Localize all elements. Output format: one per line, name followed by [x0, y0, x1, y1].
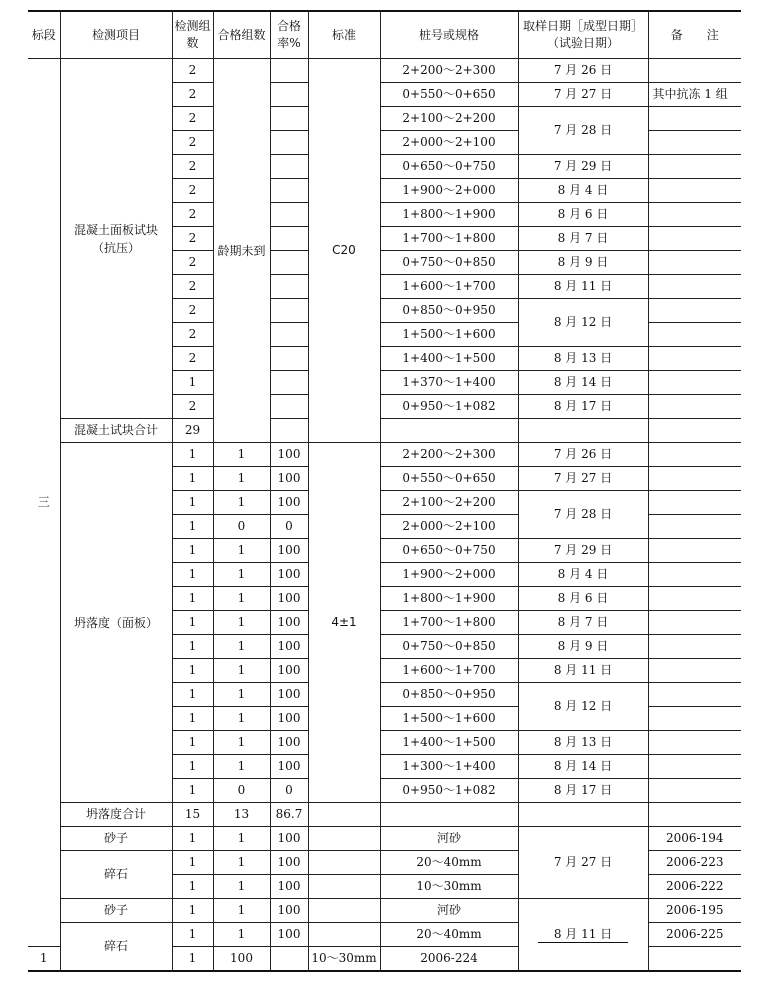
date-cell: 8 月 4 日	[518, 179, 648, 203]
rate-cell	[270, 83, 308, 107]
date-cell: 7 月 26 日	[518, 443, 648, 467]
material-gravel: 碎石	[60, 923, 172, 972]
remark-cell	[648, 395, 741, 419]
stake-cell: 0+550～0+650	[380, 83, 518, 107]
groups-cell: 1	[172, 923, 213, 947]
rate-cell	[270, 107, 308, 131]
remark-cell	[648, 275, 741, 299]
date-cell: 8 月 12 日	[518, 299, 648, 347]
table-row	[28, 443, 741, 467]
remark-cell: 2006-223	[648, 851, 741, 875]
date-cell: 8 月 7 日	[518, 227, 648, 251]
remark-cell	[648, 59, 741, 83]
rate-cell: 100	[270, 683, 308, 707]
remark-cell	[648, 155, 741, 179]
date-cell: 8 月 7 日	[518, 611, 648, 635]
rate-cell: 100	[270, 659, 308, 683]
remark-cell: 2006-195	[648, 899, 741, 923]
standard-cell	[308, 827, 380, 851]
date-cell: 7 月 29 日	[518, 155, 648, 179]
remark-cell	[648, 563, 741, 587]
groups-cell: 1	[172, 491, 213, 515]
groups-cell: 2	[172, 299, 213, 323]
rate-cell	[270, 203, 308, 227]
passed-cell: 1	[213, 683, 270, 707]
groups-cell: 1	[172, 659, 213, 683]
standard-cell	[270, 947, 308, 972]
stake-cell: 0+750～0+850	[380, 635, 518, 659]
date-cell: 8 月 14 日	[518, 755, 648, 779]
stake-cell: 1+900～2+000	[380, 179, 518, 203]
groups-cell: 1	[172, 563, 213, 587]
remark-cell	[648, 539, 741, 563]
stake-cell: 0+650～0+750	[380, 155, 518, 179]
rate-cell: 100	[270, 731, 308, 755]
remark-cell	[648, 443, 741, 467]
groups-cell: 2	[172, 179, 213, 203]
header-date: 取样日期［成型日期］（试验日期）	[518, 11, 648, 59]
passed-cell: 1	[213, 587, 270, 611]
groups-cell: 1	[172, 707, 213, 731]
concrete-item: 混凝土面板试块（抗压）	[60, 59, 172, 419]
material-date-2-cell	[518, 899, 648, 972]
remark-cell	[648, 203, 741, 227]
header-passed: 合格组数	[213, 11, 270, 59]
remark-cell	[648, 467, 741, 491]
rate-cell: 100	[270, 755, 308, 779]
passed-cell: 1	[213, 539, 270, 563]
passed-cell: 1	[213, 611, 270, 635]
stake-cell: 1+370～1+400	[380, 371, 518, 395]
passed-cell: 0	[213, 779, 270, 803]
rate-cell: 100	[270, 875, 308, 899]
stake-cell: 0+850～0+950	[380, 683, 518, 707]
passed-cell: 1	[213, 731, 270, 755]
slump-total-rate: 86.7	[270, 803, 308, 827]
groups-cell: 1	[172, 779, 213, 803]
groups-cell: 1	[172, 539, 213, 563]
inspection-table	[28, 10, 741, 972]
groups-cell: 2	[172, 395, 213, 419]
groups-cell: 1	[172, 683, 213, 707]
stake-cell: 0+950～1+082	[380, 395, 518, 419]
groups-cell: 2	[172, 275, 213, 299]
stake-cell: 1+400～1+500	[380, 347, 518, 371]
stake-cell: 1+500～1+600	[380, 707, 518, 731]
rate-cell: 100	[270, 899, 308, 923]
remark-cell	[648, 515, 741, 539]
header-row	[28, 11, 741, 59]
stake-cell: 1+800～1+900	[380, 587, 518, 611]
header-groups: 检测组数	[172, 11, 213, 59]
date-cell	[518, 419, 648, 443]
remark-cell	[648, 179, 741, 203]
passed-cell: 1	[213, 755, 270, 779]
header-item: 检测项目	[60, 11, 172, 59]
date-cell: 7 月 29 日	[518, 539, 648, 563]
material-date-1: 7 月 27 日	[518, 827, 648, 899]
remark-cell	[648, 299, 741, 323]
passed-cell: 1	[213, 851, 270, 875]
slump-total-row	[28, 803, 741, 827]
concrete-total-groups: 29	[172, 419, 213, 443]
section-cell: 三	[28, 59, 60, 947]
passed-cell: 1	[213, 923, 270, 947]
date-cell	[518, 803, 648, 827]
stake-cell: 0+850～0+950	[380, 299, 518, 323]
header-stake: 桩号或规格	[380, 11, 518, 59]
groups-cell: 1	[172, 635, 213, 659]
rate-cell	[270, 59, 308, 83]
remark-cell	[648, 611, 741, 635]
standard-cell	[308, 923, 380, 947]
stake-cell: 1+700～1+800	[380, 227, 518, 251]
stake-cell: 河砂	[380, 899, 518, 923]
passed-cell: 1	[213, 827, 270, 851]
slump-item: 坍落度（面板）	[60, 443, 172, 803]
passed-cell: 1	[172, 947, 213, 972]
stake-cell: 20～40mm	[380, 923, 518, 947]
rate-cell	[270, 323, 308, 347]
stake-cell: 0+650～0+750	[380, 539, 518, 563]
table-row	[28, 59, 741, 83]
remark-cell	[648, 491, 741, 515]
rate-cell	[270, 419, 308, 443]
groups-cell: 1	[172, 755, 213, 779]
stake-cell: 2+100～2+200	[380, 491, 518, 515]
concrete-total-row	[28, 419, 741, 443]
groups-cell: 2	[172, 107, 213, 131]
header-rate: 合格率%	[270, 11, 308, 59]
date-cell: 7 月 27 日	[518, 83, 648, 107]
remark-cell	[648, 131, 741, 155]
remark-cell: 2006-222	[648, 875, 741, 899]
slump-total-passed: 13	[213, 803, 270, 827]
passed-cell: 1	[213, 443, 270, 467]
stake-cell	[380, 803, 518, 827]
rate-cell: 100	[270, 491, 308, 515]
rate-cell: 100	[270, 635, 308, 659]
concrete-standard: C20	[308, 59, 380, 443]
stake-cell	[380, 419, 518, 443]
header-standard: 标准	[308, 11, 380, 59]
remark-cell	[648, 587, 741, 611]
rate-cell: 100	[270, 827, 308, 851]
groups-cell: 2	[172, 251, 213, 275]
passed-cell: 1	[213, 635, 270, 659]
rate-cell: 100	[270, 539, 308, 563]
remark-cell	[648, 707, 741, 731]
remark-cell	[648, 659, 741, 683]
groups-cell: 1	[172, 899, 213, 923]
groups-cell: 1	[172, 587, 213, 611]
date-cell: 7 月 28 日	[518, 491, 648, 539]
date-cell: 7 月 27 日	[518, 467, 648, 491]
remark-cell	[648, 635, 741, 659]
stake-cell: 0+750～0+850	[380, 251, 518, 275]
rate-cell	[270, 299, 308, 323]
groups-cell: 2	[172, 131, 213, 155]
concrete-passed: 龄期未到	[213, 59, 270, 443]
groups-cell: 1	[172, 515, 213, 539]
rate-cell: 0	[270, 779, 308, 803]
stake-cell: 0+550～0+650	[380, 467, 518, 491]
stake-cell: 0+950～1+082	[380, 779, 518, 803]
date-cell: 8 月 6 日	[518, 203, 648, 227]
rate-cell: 100	[270, 611, 308, 635]
slump-total-label: 坍落度合计	[60, 803, 172, 827]
groups-cell: 1	[172, 851, 213, 875]
date-cell: 8 月 11 日	[518, 275, 648, 299]
rate-cell	[270, 131, 308, 155]
rate-cell: 100	[270, 563, 308, 587]
remark-cell	[648, 251, 741, 275]
rate-cell: 0	[270, 515, 308, 539]
rate-cell	[270, 395, 308, 419]
groups-cell: 1	[28, 947, 60, 972]
stake-cell: 2+000～2+100	[380, 131, 518, 155]
remark-cell	[648, 371, 741, 395]
passed-cell: 1	[213, 707, 270, 731]
date-cell: 8 月 11 日	[518, 659, 648, 683]
stake-cell: 2+000～2+100	[380, 515, 518, 539]
date-cell: 8 月 9 日	[518, 251, 648, 275]
stake-cell: 20～40mm	[380, 851, 518, 875]
rate-cell	[270, 227, 308, 251]
remark-cell	[648, 683, 741, 707]
remark-cell	[648, 755, 741, 779]
date-cell: 7 月 26 日	[518, 59, 648, 83]
header-section: 标段	[28, 11, 60, 59]
date-cell: 7 月 28 日	[518, 107, 648, 155]
stake-cell: 1+900～2+000	[380, 563, 518, 587]
stake-cell: 2+200～2+300	[380, 59, 518, 83]
rate-cell: 100	[270, 587, 308, 611]
stake-cell: 1+600～1+700	[380, 275, 518, 299]
date-cell: 8 月 17 日	[518, 779, 648, 803]
date-cell: 8 月 14 日	[518, 371, 648, 395]
stake-cell: 10～30mm	[380, 875, 518, 899]
stake-cell: 河砂	[380, 827, 518, 851]
rate-cell	[270, 155, 308, 179]
stake-cell: 1+500～1+600	[380, 323, 518, 347]
rate-cell: 100	[213, 947, 270, 972]
rate-cell: 100	[270, 467, 308, 491]
groups-cell: 1	[172, 467, 213, 491]
groups-cell: 1	[172, 611, 213, 635]
groups-cell: 2	[172, 83, 213, 107]
remark-cell	[648, 347, 741, 371]
stake-cell: 2+200～2+300	[380, 443, 518, 467]
stake-cell: 1+800～1+900	[380, 203, 518, 227]
rate-cell	[270, 251, 308, 275]
stake-cell: 1+700～1+800	[380, 611, 518, 635]
remark-cell	[648, 419, 741, 443]
groups-cell: 1	[172, 827, 213, 851]
standard-cell	[308, 899, 380, 923]
groups-cell: 2	[172, 155, 213, 179]
passed-cell: 0	[213, 515, 270, 539]
rate-cell: 100	[270, 707, 308, 731]
groups-cell: 1	[172, 371, 213, 395]
stake-cell: 1+400～1+500	[380, 731, 518, 755]
header-remark: 备 注	[648, 11, 741, 59]
remark-cell: 2006-194	[648, 827, 741, 851]
table-row	[28, 827, 741, 851]
passed-cell: 1	[213, 467, 270, 491]
material-date-2: 8 月 11 日	[538, 927, 628, 943]
stake-cell: 10～30mm	[308, 947, 380, 972]
remark-cell: 其中抗冻 1 组	[648, 83, 741, 107]
rate-cell	[270, 371, 308, 395]
stake-cell: 1+600～1+700	[380, 659, 518, 683]
rate-cell	[270, 275, 308, 299]
standard-cell	[308, 875, 380, 899]
rate-cell: 100	[270, 851, 308, 875]
remark-cell	[648, 107, 741, 131]
groups-cell: 2	[172, 227, 213, 251]
rate-cell: 100	[270, 443, 308, 467]
groups-cell: 1	[172, 443, 213, 467]
remark-cell	[648, 803, 741, 827]
rate-cell: 100	[270, 923, 308, 947]
concrete-total-label: 混凝土试块合计	[60, 419, 172, 443]
remark-cell	[648, 323, 741, 347]
table-row	[28, 899, 741, 923]
groups-cell: 2	[172, 323, 213, 347]
remark-cell: 2006-225	[648, 923, 741, 947]
date-cell: 8 月 9 日	[518, 635, 648, 659]
date-cell: 8 月 17 日	[518, 395, 648, 419]
passed-cell: 1	[213, 899, 270, 923]
stake-cell: 1+300～1+400	[380, 755, 518, 779]
passed-cell: 1	[213, 563, 270, 587]
standard-cell	[308, 803, 380, 827]
groups-cell: 1	[172, 731, 213, 755]
date-cell: 8 月 4 日	[518, 563, 648, 587]
remark-cell: 2006-224	[380, 947, 518, 972]
groups-cell: 2	[172, 347, 213, 371]
material-sand: 砂子	[60, 899, 172, 923]
rate-cell	[270, 347, 308, 371]
standard-cell	[308, 851, 380, 875]
material-gravel: 碎石	[60, 851, 172, 899]
groups-cell: 1	[172, 875, 213, 899]
date-cell: 8 月 13 日	[518, 731, 648, 755]
slump-standard: 4±1	[308, 443, 380, 803]
date-cell: 8 月 6 日	[518, 587, 648, 611]
passed-cell: 1	[213, 875, 270, 899]
groups-cell: 2	[172, 59, 213, 83]
remark-cell	[648, 731, 741, 755]
groups-cell: 2	[172, 203, 213, 227]
remark-cell	[648, 779, 741, 803]
passed-cell: 1	[213, 491, 270, 515]
date-cell: 8 月 13 日	[518, 347, 648, 371]
material-sand: 砂子	[60, 827, 172, 851]
stake-cell: 2+100～2+200	[380, 107, 518, 131]
rate-cell	[270, 179, 308, 203]
slump-total-groups: 15	[172, 803, 213, 827]
passed-cell: 1	[213, 659, 270, 683]
remark-cell	[648, 227, 741, 251]
date-cell: 8 月 12 日	[518, 683, 648, 731]
